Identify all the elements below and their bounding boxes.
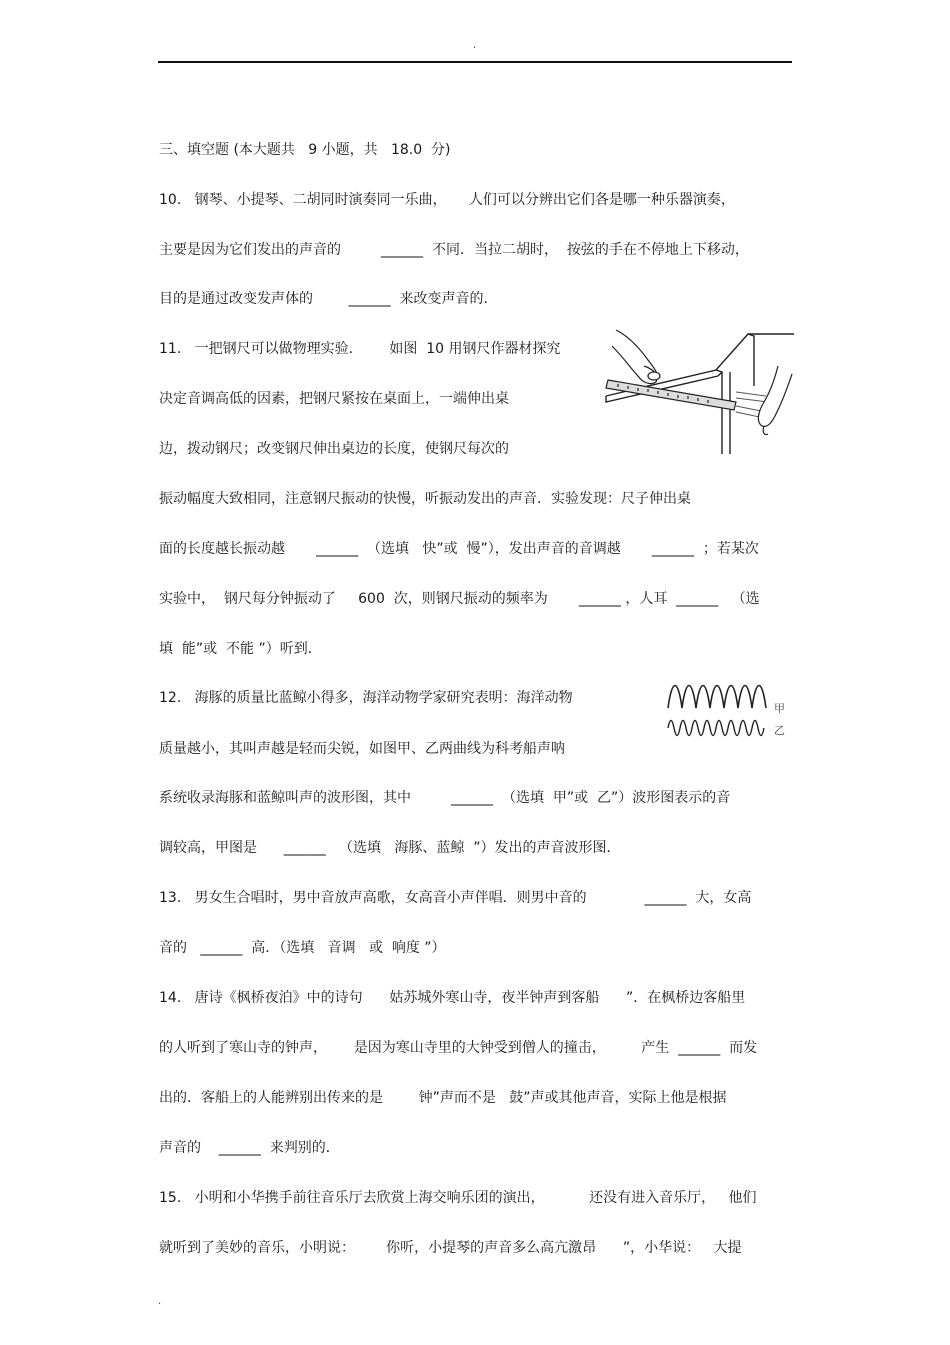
- waveform-figure: [664, 674, 792, 744]
- question-11-line-6: 实验中， 钢尺每分钟振动了 600 次，则钢尺振动的频率为 ______ ，人耳 ______ （选: [159, 591, 760, 607]
- ruler-desk-figure: [598, 326, 794, 454]
- question-11-line-1: 11. 一把钢尺可以做物理实验． 如图 10 用钢尺作器材探究: [159, 341, 561, 357]
- wave-label-jia: 甲: [774, 702, 785, 715]
- question-12-line-1: 12. 海豚的质量比蓝鲸小得多，海洋动物学家研究表明：海洋动物: [159, 690, 573, 706]
- footer-mark: .: [158, 1296, 162, 1307]
- question-13-line-1: 13. 男女生合唱时，男中音放声高歌，女高音小声伴唱．则男中音的 ______ 大，女高: [159, 890, 752, 906]
- question-11-line-7: 填 能”或 不能 ”）听到．: [159, 641, 322, 657]
- question-14-line-4: 声音的 ______ 来判别的．: [159, 1140, 340, 1156]
- question-14-line-3: 出的．客船上的人能辨别出传来的是 钟”声而不是 鼓”声或其他声音，实际上他是根据: [159, 1090, 727, 1106]
- question-10-line-2: 主要是因为它们发出的声音的 ______ 不同．当拉二胡时， 按弦的手在不停地上下移动，: [159, 242, 749, 258]
- question-11-line-3: 边，拨动钢尺；改变钢尺伸出桌边的长度，使钢尺每次的: [159, 441, 509, 457]
- section-heading: 三、填空题 (本大题共 9 小题，共 18.0 分): [159, 142, 451, 158]
- waveform-jia: [668, 686, 766, 709]
- question-14-line-2: 的人听到了寒山寺的钟声， 是因为寒山寺里的大钟受到僧人的撞击， 产生 ______ 而发: [159, 1040, 758, 1056]
- waveform-yi: [668, 721, 764, 736]
- question-10-line-1: 10. 钢琴、小提琴、二胡同时演奏同一乐曲， 人们可以分辨出它们各是哪一种乐器演奏，: [159, 192, 735, 208]
- question-14-line-1: 14. 唐诗《枫桥夜泊》中的诗句 姑苏城外寒山寺，夜半钟声到客船 ”．在枫桥边客船里: [159, 990, 746, 1006]
- question-11-line-4: 振动幅度大致相同，注意钢尺振动的快慢，听振动发出的声音．实验发现：尺子伸出桌: [159, 491, 691, 507]
- question-12-line-2: 质量越小，其叫声越是轻而尖锐，如图甲、乙两曲线为科考船声呐: [159, 741, 565, 757]
- question-11-line-5: 面的长度越长振动越 ______ （选填 快”或 慢”），发出声音的音调越 ______ ；若某次: [159, 541, 759, 557]
- question-10-line-3: 目的是通过改变发声体的 ______ 来改变声音的．: [159, 291, 498, 307]
- header-mark: .: [473, 40, 477, 51]
- question-12-line-3: 系统收录海豚和蓝鲸叫声的波形图，其中 ______ （选填 甲”或 乙”）波形图表示的音: [159, 790, 731, 806]
- question-15-line-1: 15. 小明和小华携手前往音乐厅去欣赏上海交响乐团的演出， 还没有进入音乐厅， 他们: [159, 1190, 757, 1206]
- question-11-line-2: 决定音调高低的因素，把钢尺紧按在桌面上，一端伸出桌: [159, 391, 509, 407]
- question-13-line-2: 音的 ______ 高．（选填 音调 或 响度 ”）: [159, 940, 446, 956]
- wave-label-yi: 乙: [774, 724, 785, 737]
- question-15-line-2: 就听到了美妙的音乐，小明说： 你听，小提琴的声音多么高亢激昂 ”，小华说： 大提: [159, 1240, 742, 1256]
- question-12-line-4: 调较高，甲图是 ______ （选填 海豚、蓝鲸 ”）发出的声音波形图．: [159, 840, 621, 856]
- header-rule: [158, 61, 792, 63]
